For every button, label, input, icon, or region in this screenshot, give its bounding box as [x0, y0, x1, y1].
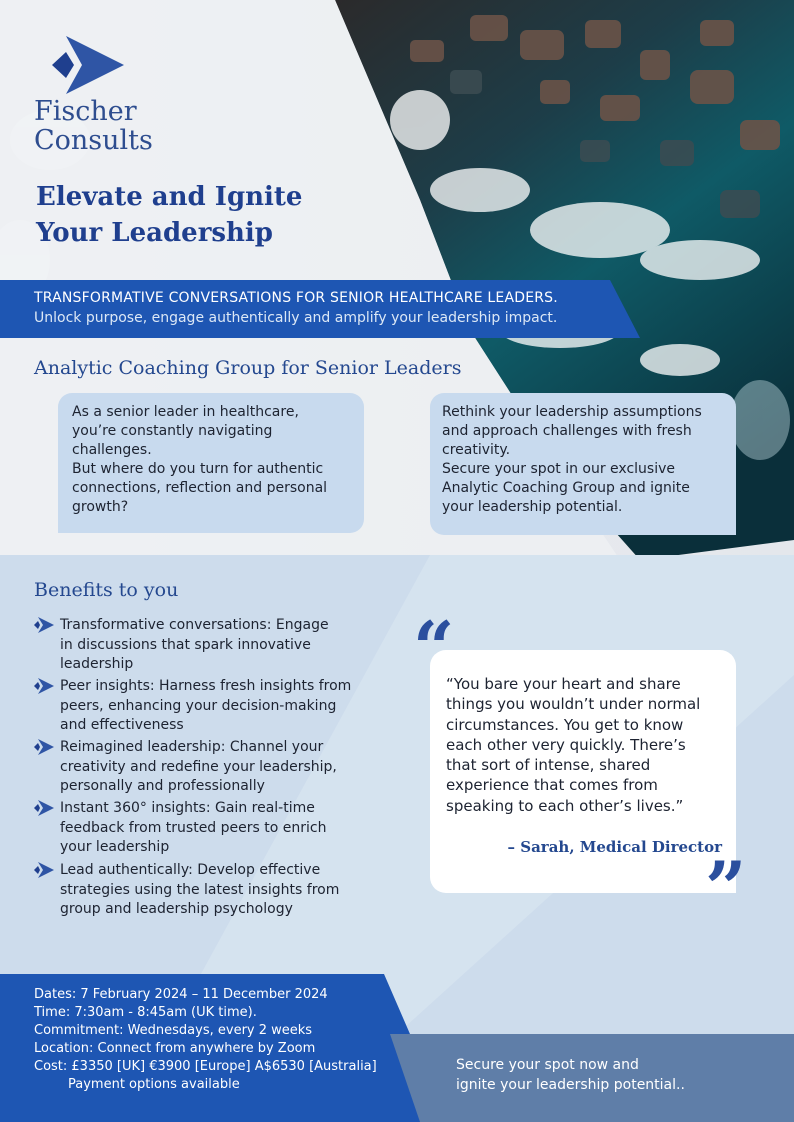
event-commitment: Commitment: Wednesdays, every 2 weeks: [34, 1023, 313, 1038]
benefit-arrow-icon: [34, 678, 54, 694]
coaching-heading: Analytic Coaching Group for Senior Leaders: [34, 357, 462, 379]
event-time: Time: 7:30am - 8:45am (UK time).: [34, 1005, 257, 1020]
payment-options: Payment options available: [68, 1077, 240, 1092]
headline-line1: Elevate and Ignite: [36, 182, 303, 212]
testimonial-author: – Sarah, Medical Director: [507, 838, 722, 856]
brand-name-line2: Consults: [34, 125, 153, 156]
intro-right-text: Rethink your leadership assumptions and approach challenges with fresh creativity. Secure your spot in our exclusive Analytic Coaching Group and ignite your leadership potential.: [442, 404, 702, 515]
event-location: Location: Connect from anywhere by Zoom: [34, 1041, 316, 1056]
benefit-arrow-icon: [34, 739, 54, 755]
cta-line2: ignite your leadership potential..: [456, 1077, 685, 1093]
close-quote-icon: ”: [705, 845, 747, 930]
banner-title: TRANSFORMATIVE CONVERSATIONS FOR SENIOR HEALTHCARE LEADERS.: [34, 290, 558, 306]
benefit-arrow-icon: [34, 800, 54, 816]
benefit-arrow-icon: [34, 617, 54, 633]
event-cost: Cost: £3350 [UK] €3900 [Europe] A$6530 [Australia]: [34, 1059, 377, 1074]
intro-left-text: As a senior leader in healthcare, you’re constantly navigating challenges. But where do you turn for authentic connections, reflection and personal growth?: [72, 404, 328, 515]
intro-bubble-left: [58, 393, 364, 533]
banner-background: [0, 280, 640, 338]
testimonial-text: “You bare your heart and share things you wouldn’t under normal circumstances. You get to know each other very quickly. There’s that sort of intense, shared experience that comes from speaking to each other’s lives.”: [446, 675, 701, 815]
benefit-arrow-icon: [34, 862, 54, 878]
intro-bubble-right: [430, 393, 736, 535]
banner-subtitle: Unlock purpose, engage authentically and amplify your leadership impact.: [34, 310, 558, 326]
brand-name-line1: Fischer: [34, 96, 137, 127]
logo-arrow-icon: [52, 36, 124, 94]
open-quote-icon: “: [413, 605, 455, 690]
benefits-heading: Benefits to you: [34, 579, 179, 601]
cta-line1: Secure your spot now and: [456, 1057, 639, 1073]
headline-line2: Your Leadership: [36, 218, 273, 248]
event-dates: Dates: 7 February 2024 – 11 December 2024: [34, 987, 328, 1002]
